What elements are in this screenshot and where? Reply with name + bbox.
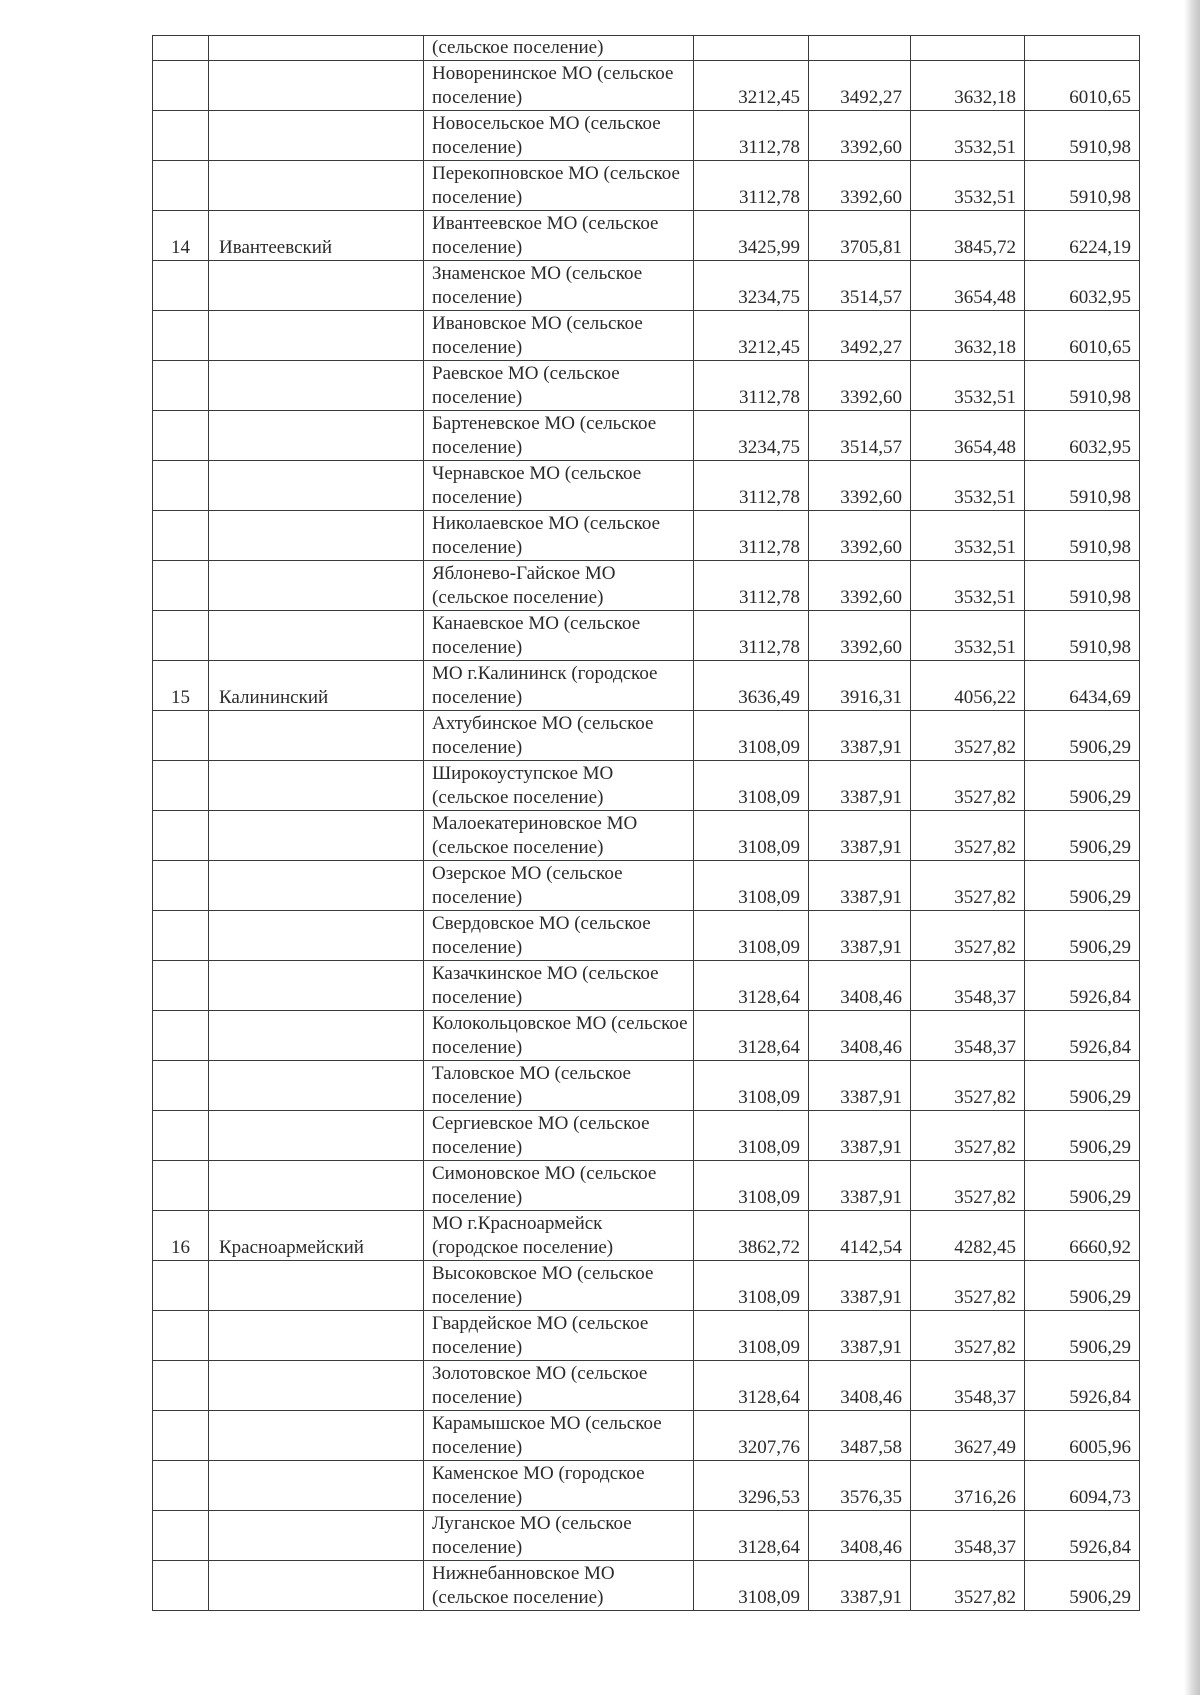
value-col-4-cell: 5910,98 [1025,461,1140,511]
district-name-cell [209,961,424,1011]
value-col-4-cell: 5906,29 [1025,911,1140,961]
value-col-2-cell: 3392,60 [809,361,911,411]
municipality-cell: Казачкинское МО (сельское поселение) [424,961,694,1011]
value-col-4-cell: 5910,98 [1025,611,1140,661]
value-col-2-cell: 4142,54 [809,1211,911,1261]
value-col-1-cell: 3112,78 [694,161,809,211]
table-row [153,1561,1140,1611]
table-row [153,1011,1140,1061]
table-row [153,1311,1140,1361]
value-col-4-cell: 6224,19 [1025,211,1140,261]
district-name-cell [209,1011,424,1061]
municipality-cell: Высоковское МО (сельское поселение) [424,1261,694,1311]
table-row [153,861,1140,911]
value-col-4-cell: 6010,65 [1025,311,1140,361]
value-col-3-cell: 3532,51 [911,161,1025,211]
municipality-cell: Луганское МО (сельское поселение) [424,1511,694,1561]
value-col-4-cell: 5906,29 [1025,811,1140,861]
municipality-cell: Карамышское МО (сельское поселение) [424,1411,694,1461]
table-row [153,1061,1140,1111]
row-number-cell [153,1361,209,1411]
row-number-cell [153,61,209,111]
row-number-cell [153,961,209,1011]
district-name-cell [209,611,424,661]
value-col-1-cell: 3108,09 [694,711,809,761]
value-col-2-cell: 3387,91 [809,811,911,861]
value-col-2-cell: 3392,60 [809,111,911,161]
value-col-1-cell: 3862,72 [694,1211,809,1261]
value-col-2-cell: 3387,91 [809,1061,911,1111]
district-name-cell [209,1311,424,1361]
value-col-4-cell: 5906,29 [1025,1561,1140,1611]
district-name-cell [209,1261,424,1311]
municipality-cell: Золотовское МО (сельское поселение) [424,1361,694,1411]
municipality-cell: Николаевское МО (сельское поселение) [424,511,694,561]
municipality-cell: Гвардейское МО (сельское поселение) [424,1311,694,1361]
value-col-3-cell: 3527,82 [911,1561,1025,1611]
value-col-2-cell: 3408,46 [809,1011,911,1061]
value-col-3-cell: 3527,82 [911,1161,1025,1211]
district-name-cell [209,411,424,461]
table-row [153,161,1140,211]
district-name-cell [209,1061,424,1111]
row-number-cell [153,1061,209,1111]
value-col-1-cell: 3108,09 [694,1261,809,1311]
table-row [153,561,1140,611]
municipality-cell: Симоновское МО (сельское поселение) [424,1161,694,1211]
value-col-2-cell [809,36,911,61]
value-col-1-cell: 3112,78 [694,111,809,161]
row-number-cell [153,1111,209,1161]
value-col-4-cell: 5910,98 [1025,111,1140,161]
row-number-cell [153,1461,209,1511]
district-name-cell [209,711,424,761]
row-number-cell: 15 [153,661,209,711]
table-row [153,61,1140,111]
district-name-cell [209,1411,424,1461]
row-number-cell [153,411,209,461]
municipality-cell: Таловское МО (сельское поселение) [424,1061,694,1111]
value-col-1-cell: 3108,09 [694,911,809,961]
value-col-1-cell: 3212,45 [694,311,809,361]
value-col-3-cell: 3845,72 [911,211,1025,261]
row-number-cell: 14 [153,211,209,261]
value-col-4-cell: 6032,95 [1025,411,1140,461]
value-col-2-cell: 3387,91 [809,711,911,761]
value-col-2-cell: 3387,91 [809,1111,911,1161]
municipality-cell: Нижнебанновское МО (сельское поселение) [424,1561,694,1611]
district-name-cell [209,1511,424,1561]
table-row [153,611,1140,661]
value-col-2-cell: 3387,91 [809,861,911,911]
value-col-4-cell: 5906,29 [1025,1061,1140,1111]
municipality-cell: Бартеневское МО (сельское поселение) [424,411,694,461]
value-col-4-cell: 5906,29 [1025,1111,1140,1161]
row-number-cell [153,611,209,661]
district-name-cell: Красноармейский [209,1211,424,1261]
value-col-2-cell: 3576,35 [809,1461,911,1511]
value-col-2-cell: 3487,58 [809,1411,911,1461]
district-name-cell [209,61,424,111]
table-row [153,1261,1140,1311]
value-col-4-cell: 6032,95 [1025,261,1140,311]
value-col-3-cell: 3527,82 [911,911,1025,961]
table-row [153,661,1140,711]
value-col-2-cell: 3387,91 [809,1311,911,1361]
value-col-1-cell: 3234,75 [694,411,809,461]
tariff-table [152,35,1140,1611]
table-row [153,36,1140,61]
value-col-3-cell: 3532,51 [911,461,1025,511]
row-number-cell [153,511,209,561]
value-col-1-cell: 3234,75 [694,261,809,311]
table-body [153,36,1140,1611]
value-col-1-cell: 3128,64 [694,1361,809,1411]
value-col-1-cell: 3108,09 [694,861,809,911]
value-col-4-cell: 5910,98 [1025,511,1140,561]
row-number-cell [153,711,209,761]
district-name-cell [209,511,424,561]
value-col-1-cell: 3112,78 [694,461,809,511]
value-col-4-cell: 6094,73 [1025,1461,1140,1511]
value-col-3-cell: 4282,45 [911,1211,1025,1261]
value-col-3-cell: 3527,82 [911,1311,1025,1361]
value-col-4-cell: 5906,29 [1025,1261,1140,1311]
table-row [153,811,1140,861]
value-col-1-cell: 3425,99 [694,211,809,261]
value-col-3-cell: 3527,82 [911,861,1025,911]
district-name-cell: Ивантеевский [209,211,424,261]
value-col-4-cell: 5926,84 [1025,1011,1140,1061]
value-col-3-cell: 3654,48 [911,411,1025,461]
row-number-cell [153,811,209,861]
district-name-cell [209,261,424,311]
value-col-3-cell [911,36,1025,61]
table-row [153,1461,1140,1511]
value-col-3-cell: 3527,82 [911,761,1025,811]
municipality-cell: Сергиевское МО (сельское поселение) [424,1111,694,1161]
value-col-1-cell: 3636,49 [694,661,809,711]
value-col-2-cell: 3408,46 [809,1511,911,1561]
district-name-cell [209,1561,424,1611]
value-col-1-cell: 3128,64 [694,1011,809,1061]
row-number-cell [153,561,209,611]
value-col-1-cell: 3108,09 [694,1111,809,1161]
value-col-2-cell: 3392,60 [809,161,911,211]
value-col-3-cell: 3627,49 [911,1411,1025,1461]
district-name-cell [209,111,424,161]
value-col-1-cell: 3108,09 [694,1061,809,1111]
table-row [153,961,1140,1011]
value-col-4-cell: 5910,98 [1025,361,1140,411]
row-number-cell [153,1311,209,1361]
value-col-2-cell: 3492,27 [809,311,911,361]
table-row [153,511,1140,561]
municipality-cell: Канаевское МО (сельское поселение) [424,611,694,661]
district-name-cell [209,811,424,861]
scan-edge-shadow [1184,0,1200,1695]
value-col-2-cell: 3408,46 [809,1361,911,1411]
district-name-cell [209,1461,424,1511]
value-col-3-cell: 3654,48 [911,261,1025,311]
municipality-cell: Ахтубинское МО (сельское поселение) [424,711,694,761]
value-col-1-cell: 3112,78 [694,611,809,661]
district-name-cell [209,861,424,911]
table-row [153,1361,1140,1411]
table-row [153,1511,1140,1561]
municipality-cell: Ивановское МО (сельское поселение) [424,311,694,361]
value-col-2-cell: 3408,46 [809,961,911,1011]
value-col-4-cell: 6660,92 [1025,1211,1140,1261]
value-col-2-cell: 3514,57 [809,261,911,311]
row-number-cell [153,1011,209,1061]
table-row [153,311,1140,361]
value-col-3-cell: 3527,82 [911,1061,1025,1111]
municipality-cell: Чернавское МО (сельское поселение) [424,461,694,511]
value-col-4-cell: 5926,84 [1025,1511,1140,1561]
district-name-cell [209,461,424,511]
value-col-2-cell: 3392,60 [809,461,911,511]
table-row [153,411,1140,461]
table-row [153,261,1140,311]
municipality-cell: Колокольцовское МО (сельское поселение) [424,1011,694,1061]
value-col-3-cell: 3527,82 [911,711,1025,761]
value-col-3-cell: 3532,51 [911,111,1025,161]
value-col-1-cell: 3128,64 [694,1511,809,1561]
table-row [153,1161,1140,1211]
value-col-4-cell: 5926,84 [1025,961,1140,1011]
row-number-cell [153,761,209,811]
row-number-cell [153,361,209,411]
value-col-1-cell: 3112,78 [694,511,809,561]
value-col-1-cell: 3112,78 [694,361,809,411]
value-col-4-cell: 6010,65 [1025,61,1140,111]
municipality-cell: Озерское МО (сельское поселение) [424,861,694,911]
value-col-3-cell: 4056,22 [911,661,1025,711]
district-name-cell [209,311,424,361]
value-col-1-cell [694,36,809,61]
value-col-2-cell: 3387,91 [809,1161,911,1211]
value-col-3-cell: 3632,18 [911,311,1025,361]
municipality-cell: Раевское МО (сельское поселение) [424,361,694,411]
value-col-1-cell: 3108,09 [694,1311,809,1361]
municipality-cell: Ивантеевское МО (сельское поселение) [424,211,694,261]
value-col-4-cell [1025,36,1140,61]
value-col-2-cell: 3514,57 [809,411,911,461]
row-number-cell [153,1161,209,1211]
row-number-cell [153,1261,209,1311]
municipality-cell: Яблонево-Гайское МО (сельское поселение) [424,561,694,611]
row-number-cell [153,311,209,361]
value-col-4-cell: 5906,29 [1025,761,1140,811]
value-col-4-cell: 5926,84 [1025,1361,1140,1411]
municipality-cell: Малоекатериновское МО (сельское поселение) [424,811,694,861]
row-number-cell [153,261,209,311]
value-col-4-cell: 5906,29 [1025,861,1140,911]
municipality-cell: Новоренинское МО (сельское поселение) [424,61,694,111]
district-name-cell [209,1361,424,1411]
value-col-3-cell: 3716,26 [911,1461,1025,1511]
table-row [153,361,1140,411]
value-col-3-cell: 3548,37 [911,1511,1025,1561]
value-col-3-cell: 3548,37 [911,1011,1025,1061]
value-col-4-cell: 6434,69 [1025,661,1140,711]
district-name-cell [209,36,424,61]
value-col-3-cell: 3548,37 [911,961,1025,1011]
row-number-cell [153,1411,209,1461]
district-name-cell [209,361,424,411]
value-col-3-cell: 3532,51 [911,511,1025,561]
value-col-3-cell: 3527,82 [911,1111,1025,1161]
value-col-1-cell: 3296,53 [694,1461,809,1511]
row-number-cell [153,1561,209,1611]
row-number-cell [153,861,209,911]
row-number-cell [153,911,209,961]
municipality-cell: Знаменское МО (сельское поселение) [424,261,694,311]
district-name-cell: Калининский [209,661,424,711]
value-col-2-cell: 3387,91 [809,1261,911,1311]
municipality-cell: МО г.Красноармейск (городское поселение) [424,1211,694,1261]
district-name-cell [209,1111,424,1161]
value-col-4-cell: 6005,96 [1025,1411,1140,1461]
row-number-cell [153,161,209,211]
table-row [153,711,1140,761]
value-col-2-cell: 3392,60 [809,561,911,611]
row-number-cell [153,461,209,511]
value-col-3-cell: 3548,37 [911,1361,1025,1411]
value-col-1-cell: 3112,78 [694,561,809,611]
municipality-cell: (сельское поселение) [424,36,694,61]
table-row [153,1111,1140,1161]
value-col-3-cell: 3532,51 [911,561,1025,611]
value-col-1-cell: 3108,09 [694,1161,809,1211]
municipality-cell: Новосельское МО (сельское поселение) [424,111,694,161]
value-col-4-cell: 5906,29 [1025,1161,1140,1211]
table-row [153,211,1140,261]
value-col-3-cell: 3527,82 [911,1261,1025,1311]
value-col-4-cell: 5910,98 [1025,161,1140,211]
district-name-cell [209,1161,424,1211]
value-col-2-cell: 3705,81 [809,211,911,261]
municipality-cell: Свердовское МО (сельское поселение) [424,911,694,961]
value-col-2-cell: 3387,91 [809,761,911,811]
table-row [153,911,1140,961]
value-col-3-cell: 3527,82 [911,811,1025,861]
district-name-cell [209,911,424,961]
table-row [153,1411,1140,1461]
value-col-3-cell: 3532,51 [911,361,1025,411]
municipality-cell: Перекопновское МО (сельское поселение) [424,161,694,211]
value-col-1-cell: 3108,09 [694,761,809,811]
district-name-cell [209,561,424,611]
value-col-1-cell: 3207,76 [694,1411,809,1461]
row-number-cell [153,1511,209,1561]
value-col-2-cell: 3916,31 [809,661,911,711]
value-col-1-cell: 3108,09 [694,811,809,861]
table-row [153,461,1140,511]
municipality-cell: Широкоуступское МО (сельское поселение) [424,761,694,811]
row-number-cell [153,111,209,161]
value-col-2-cell: 3387,91 [809,1561,911,1611]
table-row [153,1211,1140,1261]
value-col-4-cell: 5906,29 [1025,1311,1140,1361]
row-number-cell [153,36,209,61]
table-row [153,111,1140,161]
district-name-cell [209,161,424,211]
table-row [153,761,1140,811]
value-col-4-cell: 5906,29 [1025,711,1140,761]
municipality-cell: МО г.Калининск (городское поселение) [424,661,694,711]
row-number-cell: 16 [153,1211,209,1261]
value-col-2-cell: 3387,91 [809,911,911,961]
value-col-2-cell: 3392,60 [809,611,911,661]
value-col-3-cell: 3532,51 [911,611,1025,661]
value-col-1-cell: 3128,64 [694,961,809,1011]
value-col-3-cell: 3632,18 [911,61,1025,111]
municipality-cell: Каменское МО (городское поселение) [424,1461,694,1511]
value-col-4-cell: 5910,98 [1025,561,1140,611]
value-col-2-cell: 3492,27 [809,61,911,111]
value-col-1-cell: 3108,09 [694,1561,809,1611]
value-col-2-cell: 3392,60 [809,511,911,561]
district-name-cell [209,761,424,811]
value-col-1-cell: 3212,45 [694,61,809,111]
